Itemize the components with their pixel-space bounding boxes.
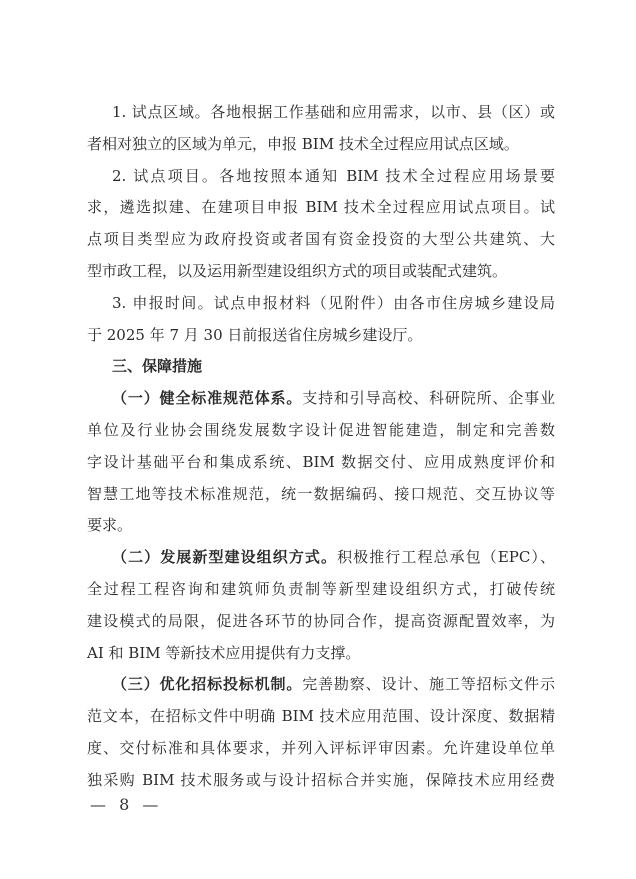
paragraph-line: 者相对独立的区域为单元，申报 BIM 技术全过程应用试点区域。 — [87, 134, 519, 153]
paragraph-line: 型市政工程，以及运用新型建设组织方式的项目或装配式建筑。 — [87, 262, 508, 280]
paragraph-line: 3. 申报时间。试点申报材料（见附件）由各市住房城乡建设局 — [112, 293, 555, 312]
paragraph-lead: （三）优化招标投标机制。 — [112, 675, 303, 694]
paragraph-line: 建设模式的局限，促进各环节的协同合作，提高资源配置效率，为 — [87, 611, 555, 630]
paragraph-line: 字设计基础平台和集成系统、BIM 数据交付、应用成熟度评价和 — [87, 452, 555, 471]
paragraph-line: 智慧工地等技术标准规范，统一数据编码、接口规范、交互协议等 — [87, 484, 555, 503]
paragraph-line: 1. 试点区域。各地根据工作基础和应用需求，以市、县（区）或 — [112, 103, 555, 121]
paragraph-line: 全过程工程咨询和建筑师负责制等新型建设组织方式，打破传统 — [87, 580, 555, 598]
paragraph-line: 要求。 — [87, 516, 133, 535]
paragraph-line: （一）健全标准规范体系。支持和引导高校、科研院所、企事业 — [112, 389, 555, 408]
paragraph-line: （三）优化招标投标机制。完善勘察、设计、施工等招标文件示 — [112, 675, 555, 694]
paragraph-line: 求，遴选拟建、在建项目申报 BIM 技术全过程应用试点项目。试 — [87, 198, 555, 217]
section-heading: 三、保障措施 — [112, 357, 203, 376]
paragraph-line: （二）发展新型建设组织方式。积极推行工程总承包（EPC）、 — [112, 548, 555, 567]
page-number: — 8 — — [90, 795, 163, 814]
paragraph-line: AI 和 BIM 等新技术应用提供有力支撑。 — [87, 643, 361, 662]
paragraph-lead: （一）健全标准规范体系。 — [112, 389, 303, 408]
paragraph-line: 单位及行业协会围绕发展数字设计促进智能建造，制定和完善数 — [87, 421, 555, 439]
paragraph-line: 独采购 BIM 技术服务或与设计招标合并实施，保障技术应用经费 — [87, 770, 555, 789]
paragraph-line: 度、交付标准和具体要求，并列入评标评审因素。允许建设单位单 — [87, 739, 555, 757]
paragraph-lead: （二）发展新型建设组织方式。 — [112, 548, 338, 567]
paragraph-line: 2. 试点项目。各地按照本通知 BIM 技术全过程应用场景要 — [112, 166, 555, 185]
paragraph-line: 点项目类型应为政府投资或者国有资金投资的大型公共建筑、大 — [87, 230, 555, 249]
paragraph-line: 范文本，在招标文件中明确 BIM 技术应用范围、设计深度、数据精 — [87, 707, 555, 726]
paragraph-line: 于 2025 年 7 月 30 日前报送省住房城乡建设厅。 — [87, 325, 423, 344]
